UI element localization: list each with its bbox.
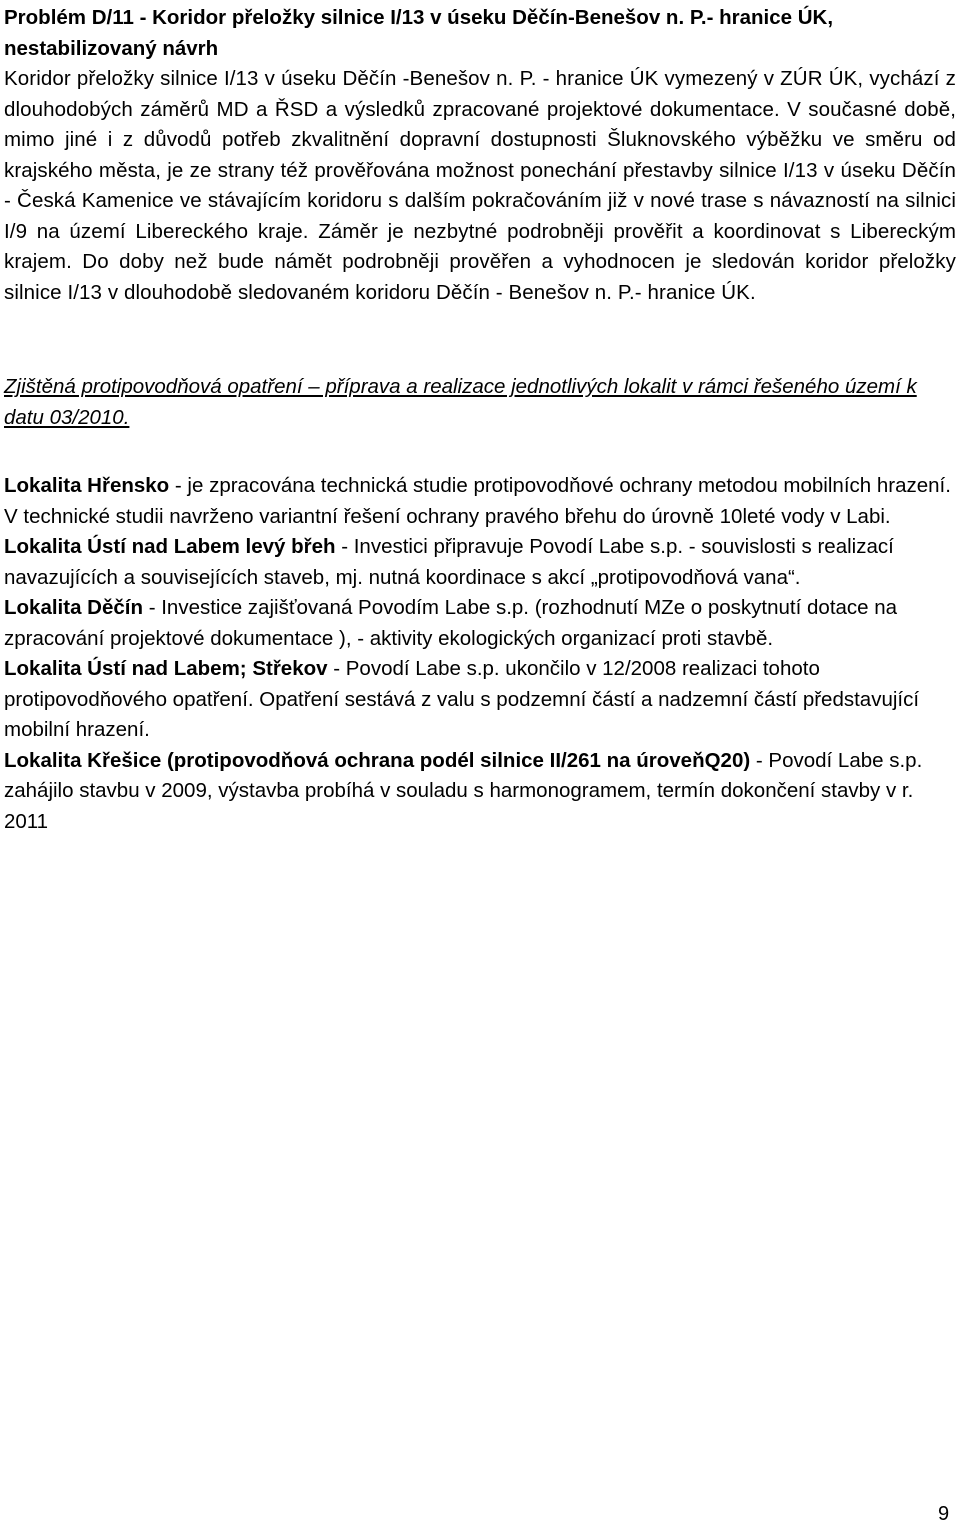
locality-text: - Investice zajišťovaná Povodím Labe s.p. (rozhodnutí MZe o poskytnutí dotace na zpracování projektové dokumentace ), - aktivity ekologických organizací proti stavbě. <box>4 596 898 650</box>
locality-item <box>4 471 956 532</box>
localities-list <box>4 471 956 837</box>
body-paragraph: Koridor přeložky silnice I/13 v úseku Děčín -Benešov n. P. - hranice ÚK vymezený v ZÚR ÚK, vychází z dlouhodobých záměrů MD a ŘSD a výsledků zpracované projektové dokumentace. V současné době, mimo jiné i z důvodů potřeb zkvalitnění dopravní dostupnosti Šluknovského výběžku ve směru od krajského města, je ze strany též prověřována možnost ponechání přestavby silnice I/13 v úseku Děčín - Česká Kamenice ve stávajícím koridoru s dalším pokračováním již v nové trase s návazností na silnici I/9 na území Libereckého kraje. Záměr je nezbytné podrobněji prověřit a koordinovat s Libereckým krajem. Do doby než bude námět podrobněji prověřen a vyhodnocen je sledován koridor přeložky silnice I/13 v dlouhodobě sledovaném koridoru Děčín - Benešov n. P.- hranice ÚK. <box>4 67 956 304</box>
locality-text: - je zpracována technická studie protipovodňové ochrany metodou mobilních hrazení. V technické studii navrženo variantní řešení ochrany pravého břehu do úrovně 10leté vody v Labi. <box>4 474 951 528</box>
spacer <box>4 308 956 372</box>
locality-item <box>4 532 956 593</box>
locality-name: Lokalita Hřensko <box>4 474 170 497</box>
problem-heading <box>4 2 956 64</box>
document-page <box>4 0 956 837</box>
spacer <box>4 433 956 471</box>
locality-text: - Investici připravuje Povodí Labe s.p. - souvislosti s realizací navazujících a souvisejících staveb, mj. nutná koordinace s akcí „protipovodňová vana“. <box>4 535 894 589</box>
locality-item <box>4 654 956 746</box>
locality-name: Lokalita Děčín <box>4 596 143 619</box>
locality-name: Lokalita Křešice (protipovodňová ochrana podél silnice II/261 na úroveňQ20) <box>4 748 751 772</box>
locality-text: - Povodí Labe s.p. ukončilo v 12/2008 realizaci tohoto protipovodňového opatření. Opatření sestává z valu s podzemní částí a nadzemní částí představující mobilní hrazení. <box>4 657 920 741</box>
locality-name: Lokalita Ústí nad Labem; Střekov <box>4 657 328 680</box>
heading-line-2: nestabilizovaný návrh <box>4 37 219 60</box>
locality-item <box>4 746 956 838</box>
locality-item <box>4 593 956 654</box>
section-subheading: Zjištěná protipovodňová opatření – příprava a realizace jednotlivých lokalit v rámci řešeného území k datu 03/2010. <box>4 375 917 429</box>
heading-line-1: Problém D/11 - Koridor přeložky silnice I/13 v úseku Děčín-Benešov n. P.- hranice ÚK, <box>4 6 834 29</box>
locality-text: - Povodí Labe s.p. zahájilo stavbu v 2009, výstavba probíhá v souladu s harmonogramem, termín dokončení stavby v r. 2011 <box>4 748 923 833</box>
locality-name: Lokalita Ústí nad Labem levý břeh <box>4 535 336 558</box>
page-number: 9 <box>938 1503 950 1525</box>
